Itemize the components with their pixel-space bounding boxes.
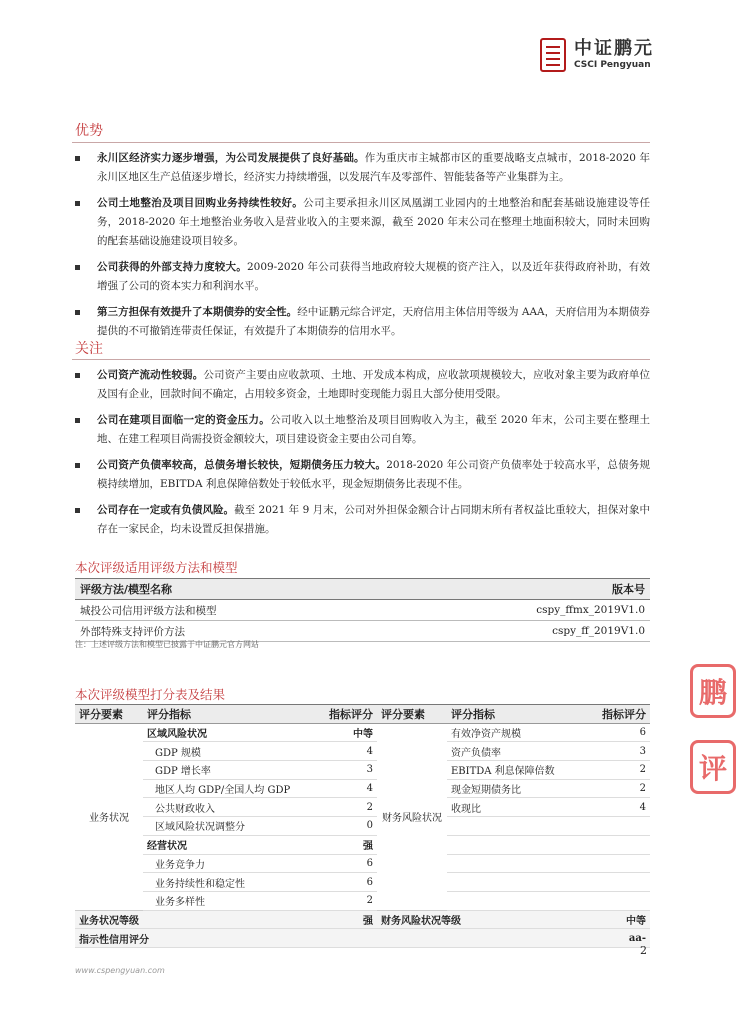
methods-header-version: 版本号 <box>393 579 650 600</box>
financial-grade-value: 中等 <box>582 910 650 929</box>
table-row <box>75 817 650 836</box>
indicator-score: 2 <box>582 761 650 780</box>
concerns-title: 关注 <box>75 341 103 357</box>
method-name: 城投公司信用评级方法和模型 <box>75 600 393 621</box>
methods-title: 本次评级适用评级方法和模型 <box>75 560 238 575</box>
header-factor-left: 评分要素 <box>75 705 143 724</box>
indicator-score: 6 <box>309 854 377 873</box>
bullet-square-icon <box>75 418 80 423</box>
table-row <box>75 798 650 817</box>
header-score-right: 指标评分 <box>582 705 650 724</box>
company-logo <box>540 38 654 72</box>
indicator-score: 中等 <box>309 723 377 742</box>
financial-grade-label: 财务风险状况等级 <box>377 910 582 929</box>
concerns-divider <box>72 359 650 360</box>
empty-cell <box>582 873 650 892</box>
table-row <box>75 891 650 910</box>
indicator-label: EBITDA 利息保障倍数 <box>447 761 582 780</box>
empty-cell <box>447 835 582 854</box>
methods-header-name: 评级方法/模型名称 <box>75 579 393 600</box>
seal-stamp-icon: 鹏 <box>690 664 736 718</box>
table-row <box>75 761 650 780</box>
scoring-title: 本次评级模型打分表及结果 <box>75 687 226 702</box>
table-row <box>75 723 650 742</box>
bullet-text: 公司主要承担永川区凤凰湖工业园内的土地整治和配套基础设施建设等任务，2018-2020 年土地整治业务收入是营业收入的主要来源，截至 2020 年末公司在整理土地面积较大，同时未回购的配套基础设施建设项目较多。 <box>97 197 651 247</box>
bullet-square-icon <box>75 463 80 468</box>
bullet-heading: 公司获得的外部支持力度较大。 <box>97 261 247 273</box>
indicative-row <box>75 929 650 948</box>
indicative-label: 指示性信用评分 <box>75 929 582 948</box>
page-number: 2 <box>640 944 647 957</box>
bullet-square-icon <box>75 265 80 270</box>
scoring-header-row <box>75 705 650 724</box>
methods-header-row <box>75 579 650 600</box>
table-row <box>75 779 650 798</box>
indicator-label: 业务持续性和稳定性 <box>143 873 309 892</box>
right-category: 财务风险状况 <box>377 723 447 910</box>
indicator-label: 业务竞争力 <box>143 854 309 873</box>
empty-cell <box>582 854 650 873</box>
empty-cell <box>447 854 582 873</box>
empty-cell <box>582 835 650 854</box>
methods-note: 注：上述评级方法和模型已披露于中证鹏元官方网站 <box>75 640 259 649</box>
bullet-item <box>75 303 650 341</box>
indicator-score: 3 <box>582 742 650 761</box>
indicator-label: 现金短期债务比 <box>447 779 582 798</box>
indicator-score: 4 <box>582 798 650 817</box>
indicator-label: 资产负债率 <box>447 742 582 761</box>
table-row <box>75 835 650 854</box>
bullet-heading: 公司在建项目面临一定的资金压力。 <box>97 414 271 426</box>
business-grade-value: 强 <box>309 910 377 929</box>
bullet-heading: 第三方担保有效提升了本期债券的安全性。 <box>97 306 298 318</box>
empty-cell <box>447 891 582 910</box>
header-indicator-right: 评分指标 <box>447 705 582 724</box>
logo-en: CSCI Pengyuan <box>574 60 651 70</box>
table-row <box>75 873 650 892</box>
bullet-item <box>75 149 650 187</box>
bullet-square-icon <box>75 373 80 378</box>
footer-url: www.cspengyuan.com <box>75 966 165 975</box>
empty-cell <box>582 817 650 836</box>
empty-cell <box>447 873 582 892</box>
indicator-score: 0 <box>309 817 377 836</box>
bullet-heading: 公司资产流动性较弱。 <box>97 369 204 381</box>
method-name: 外部特殊支持评价方法 <box>75 621 393 642</box>
indicator-score: 6 <box>582 723 650 742</box>
advantages-divider <box>72 142 650 143</box>
indicator-label: 收现比 <box>447 798 582 817</box>
bullet-square-icon <box>75 508 80 513</box>
indicator-score: 6 <box>309 873 377 892</box>
table-row <box>75 600 650 621</box>
advantages-title: 优势 <box>75 123 103 139</box>
bullet-heading: 公司土地整治及项目回购业务持续性较好。 <box>97 197 304 209</box>
indicator-label: GDP 规模 <box>143 742 309 761</box>
bullet-text: 经中证鹏元综合评定，天府信用主体信用等级为 AAA，天府信用为本期债券提供的不可撤销连带责任保证，有效提升了本期债券的信用水平。 <box>97 306 650 337</box>
header-indicator-left: 评分指标 <box>143 705 309 724</box>
indicator-label: 业务多样性 <box>143 891 309 910</box>
left-category: 业务状况 <box>75 723 143 910</box>
indicator-label: 区域风险状况调整分 <box>143 817 309 836</box>
method-version: cspy_ff_2019V1.0 <box>393 621 650 642</box>
bullet-square-icon <box>75 310 80 315</box>
grade-row <box>75 910 650 929</box>
indicative-value: aa- <box>582 929 650 948</box>
method-version: cspy_ffmx_2019V1.0 <box>393 600 650 621</box>
indicator-label: 公共财政收入 <box>143 798 309 817</box>
bullet-text: 公司资产主要由应收款项、土地、开发成本构成，应收款项规模较大，应收对象主要为政府单位及国有企业，回款时间不确定，占用较多资金，土地即时变现能力弱且大部分使用受限。 <box>97 369 651 400</box>
indicator-score: 3 <box>309 761 377 780</box>
indicator-score: 2 <box>309 798 377 817</box>
bullet-heading: 公司存在一定或有负债风险。 <box>97 504 235 516</box>
header-factor-right: 评分要素 <box>377 705 447 724</box>
logo-cn: 中证鹏元 <box>574 38 654 59</box>
indicator-label: GDP 增长率 <box>143 761 309 780</box>
bullet-item <box>75 456 650 494</box>
indicator-score: 4 <box>309 779 377 798</box>
indicator-label: 地区人均 GDP/全国人均 GDP <box>143 779 309 798</box>
bullet-heading: 永川区经济实力逐步增强，为公司发展提供了良好基础。 <box>97 152 365 164</box>
bullet-text: 作为重庆市主城都市区的重要战略支点城市，2018-2020 年永川区地区生产总值逐步增长，经济实力持续增强，以发展汽车及零部件、智能装备等产业集群为主。 <box>97 152 651 183</box>
methods-table <box>75 578 650 642</box>
table-row <box>75 854 650 873</box>
table-row <box>75 742 650 761</box>
indicator-label: 有效净资产规模 <box>447 723 582 742</box>
bullet-square-icon <box>75 156 80 161</box>
bullet-text: 2009-2020 年公司获得当地政府较大规模的资产注入，以及近年获得政府补助，有效增强了公司的资本实力和利润水平。 <box>97 261 651 292</box>
header-score-left: 指标评分 <box>309 705 377 724</box>
bullet-item <box>75 194 650 251</box>
logo-mark-icon <box>540 38 566 72</box>
empty-cell <box>582 891 650 910</box>
empty-cell <box>447 817 582 836</box>
bullet-item <box>75 258 650 296</box>
bullet-item <box>75 366 650 404</box>
bullet-text: 公司收入以土地整治及项目回购收入为主，截至 2020 年末，公司主要在整理土地、在建工程项目尚需投资金额较大，项目建设资金主要由公司自筹。 <box>97 414 650 445</box>
indicator-score: 强 <box>309 835 377 854</box>
bullet-heading: 公司资产负债率较高，总债务增长较快，短期债务压力较大。 <box>97 459 387 471</box>
advantages-list <box>75 149 650 348</box>
indicator-label: 区域风险状况 <box>143 723 309 742</box>
bullet-text: 2018-2020 年公司资产负债率处于较高水平，总债务规模持续增加，EBITDA 利息保障倍数处于较低水平，现金短期债务比表现不佳。 <box>97 459 651 490</box>
business-grade-label: 业务状况等级 <box>75 910 309 929</box>
bullet-square-icon <box>75 201 80 206</box>
bullet-item <box>75 411 650 449</box>
indicator-score: 2 <box>309 891 377 910</box>
seal-stamp-icon: 评 <box>690 740 736 794</box>
bullet-text: 截至 2021 年 9 月末，公司对外担保金额合计占同期末所有者权益比重较大，担保对象中存在一家民企，均未设置反担保措施。 <box>97 504 650 535</box>
concerns-list <box>75 366 650 546</box>
indicator-score: 4 <box>309 742 377 761</box>
indicator-score: 2 <box>582 779 650 798</box>
bullet-item <box>75 501 650 539</box>
scoring-table <box>75 704 650 948</box>
indicator-label: 经营状况 <box>143 835 309 854</box>
